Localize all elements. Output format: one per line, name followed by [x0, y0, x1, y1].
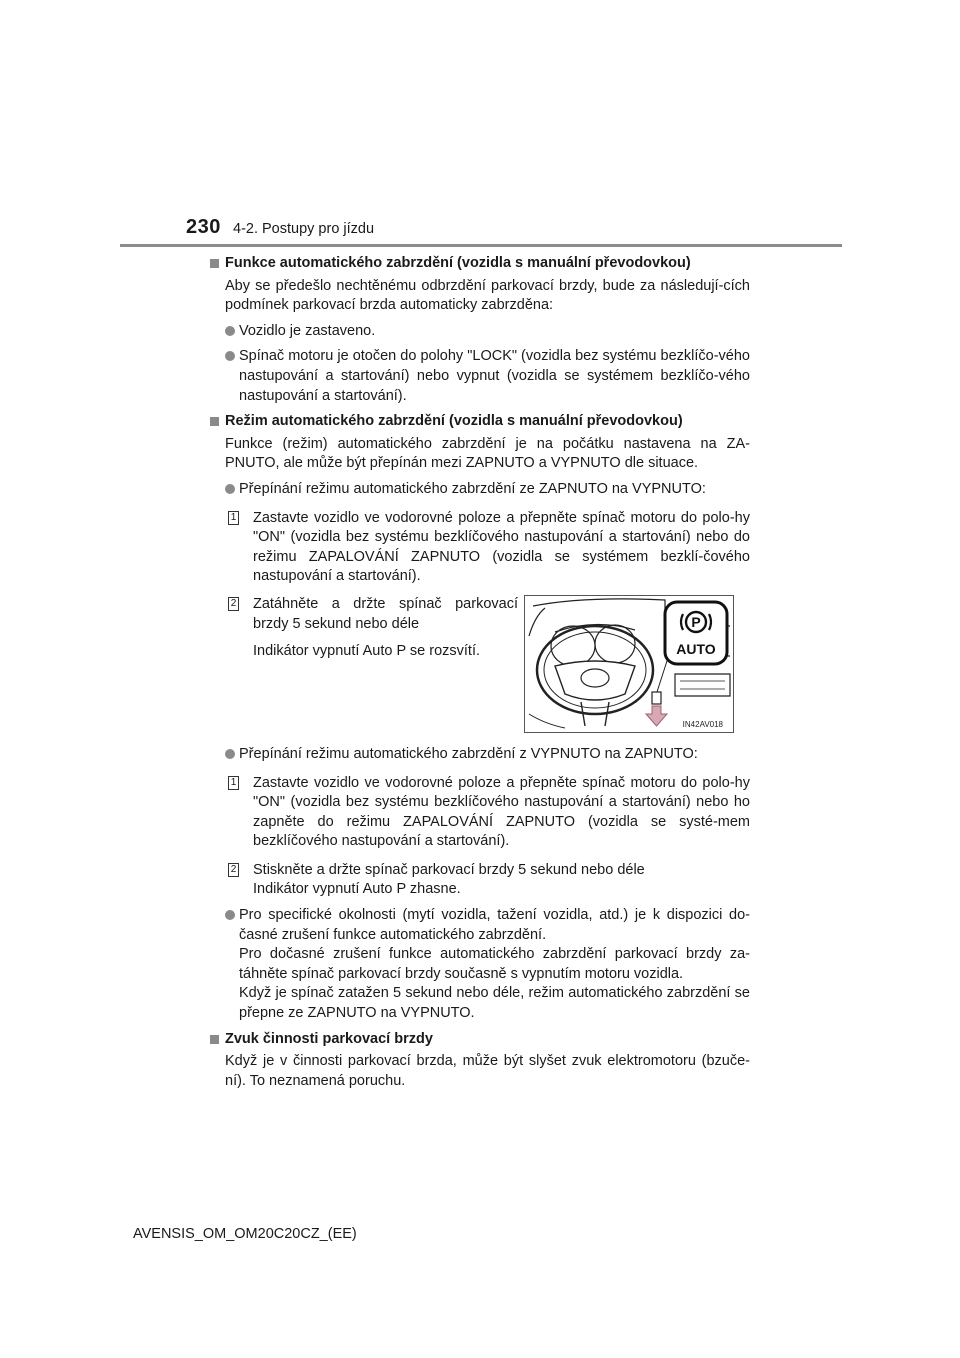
- temporary-cancel-text-1: Pro specifické okolnosti (mytí vozidla, tažení vozidla, atd.) je k dispozici do-časné zrušení funkce automatického zabrzdění.: [239, 907, 750, 943]
- bullet-switch-off-to-on: Přepínání režimu automatického zabrzdění z VYPNUTO na ZAPNUTO:: [210, 745, 750, 765]
- step-off-1: [210, 509, 750, 587]
- step-on-1-text: Zastavte vozidlo ve vodorovné poloze a přepněte spínač motoru do polo-hy "ON" (vozidla bez systému bezklíčového nastupování a startování) nebo ho zapněte do režimu ZAPALOVÁNÍ ZAPNUTO (vozidla se systé-mem bezklíčového nastupování a startování).: [253, 774, 750, 850]
- figure-code: IN42AV018: [682, 719, 723, 729]
- page-content: [210, 254, 750, 1091]
- temporary-cancel-text-3: Když je spínač zatažen 5 sekund nebo déle, režim automatického zabrzdění se přepne ze ZAPNUTO na VYPNUTO.: [239, 985, 750, 1022]
- pull-arrow-icon: [646, 706, 667, 726]
- temporary-cancel-text-2: Pro dočasné zrušení funkce automatického zabrzdění parkovací brzdy za-táhněte spínač parkovací brzdy současně s vypnutím motoru vozidla.: [239, 946, 750, 982]
- heading-auto-brake-mode: Režim automatického zabrzdění (vozidla s manuální převodovkou): [210, 412, 750, 432]
- step-on-2-instruction: Stiskněte a držte spínač parkovací brzdy 5 sekund nebo déle: [253, 861, 645, 878]
- manual-code: AVENSIS_OM_OM20C20CZ_(EE): [133, 1226, 357, 1242]
- bullet-switch-on-to-off: Přepínání režimu automatického zabrzdění ze ZAPNUTO na VYPNUTO:: [210, 480, 750, 500]
- step-number-1: 1: [228, 776, 239, 790]
- dashboard-illustration: [525, 596, 734, 733]
- step-on-1: [210, 774, 750, 852]
- step-number-1: 1: [228, 511, 239, 525]
- parking-brake-switch-figure: [524, 595, 734, 733]
- auto-brake-intro: Aby se předešlo nechtěnému odbrzdění parkovací brzdy, bude za následují-cích podmínek parkovací brzda automaticky zabrzděna:: [225, 277, 750, 314]
- heading-auto-brake-function: Funkce automatického zabrzdění (vozidla s manuální převodovkou): [210, 254, 750, 274]
- bullet-engine-switch: Spínač motoru je otočen do polohy "LOCK" (vozidla bez systému bezklíčo-vého nastupování a startování) nebo vypnut (vozidla se systémem bezklíčo-vého nastupování a startování).: [210, 347, 750, 406]
- step-on-2-indicator: Indikátor vypnutí Auto P zhasne.: [253, 881, 461, 898]
- step-off-2-indicator: Indikátor vypnutí Auto P se rozsvítí.: [253, 643, 481, 660]
- step-off-2-instruction: Zatáhněte a držte spínač parkovací brzdy 5 sekund nebo déle: [253, 595, 518, 632]
- auto-p-icon-letter: P: [691, 613, 701, 630]
- auto-brake-mode-intro: Funkce (režim) automatického zabrzdění je na počátku nastavena na ZA-PNUTO, ale může být přepínán mezi ZAPNUTO a VYPNUTO dle situace.: [225, 435, 750, 472]
- auto-p-icon-label: AUTO: [676, 640, 716, 657]
- step-number-2: 2: [228, 863, 239, 877]
- step-number-2: 2: [228, 597, 239, 611]
- step-off-1-text: Zastavte vozidlo ve vodorovné poloze a přepněte spínač motoru do polo-hy "ON" (vozidla bez systému bezklíčového nastupování a startování) nebo do režimu ZAPALOVÁNÍ ZAPNUTO (vozidla se systémem bezklí-čového nastupování a startování).: [253, 509, 750, 585]
- header-divider: [120, 244, 842, 247]
- section-title: 4-2. Postupy pro jízdu: [233, 221, 375, 237]
- heading-brake-sound: Zvuk činnosti parkovací brzdy: [210, 1030, 750, 1050]
- brake-sound-text: Když je v činnosti parkovací brzda, může být slyšet zvuk elektromotoru (bzuče-ní). To neznamená poruchu.: [225, 1053, 750, 1089]
- bullet-temporary-cancel: [210, 906, 750, 1024]
- step-off-2: [210, 595, 750, 739]
- page-number: 230: [186, 216, 221, 238]
- bullet-vehicle-stopped: Vozidlo je zastaveno.: [210, 322, 750, 342]
- step-on-2: [210, 861, 750, 900]
- step-off-2-text: [253, 595, 518, 662]
